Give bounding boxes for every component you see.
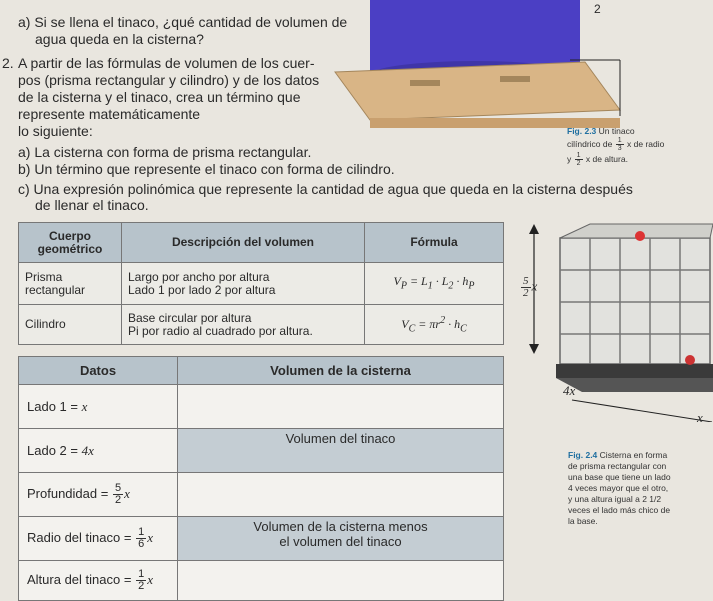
- col-header: Fórmula: [365, 223, 504, 263]
- question-a-top: [18, 14, 347, 31]
- data-table: [18, 356, 504, 601]
- table-cell: Base circular por altura Pi por radio al cuadrado por altura.: [122, 305, 365, 345]
- table-row: [19, 305, 504, 345]
- figure-2-3-caption: Fig. 2.3 Un tinaco cilíndrico de $\frac{1}{3}$ x de radio y $\frac{1}{2}$ x de altura.: [567, 126, 665, 167]
- figure-2-4-caption: Fig. 2.4 Cisterna en forma de prisma rectangular con una base que tiene un lado 4 veces mayor que el otro, y una altura igual a 2 1/2 veces el lado más chico de la base.: [568, 450, 671, 526]
- dimension-width: 4x: [563, 383, 576, 398]
- question-number: 2.: [2, 55, 14, 71]
- table-cell: Largo por ancho por altura Lado 1 por lado 2 por altura: [122, 263, 365, 305]
- col-header: Volumen de la cisterna: [178, 357, 504, 385]
- table-row: [19, 473, 504, 517]
- question-text: Si se llena el tinaco, ¿qué cantidad de volumen de: [34, 14, 348, 30]
- data-row-lado2: Lado 2 = 4x: [19, 429, 178, 473]
- question-label: a): [18, 14, 31, 30]
- col-header: Descripción del volumen: [122, 223, 365, 263]
- col-header: Cuerpo geométrico: [19, 223, 122, 263]
- section-label: Volumen de la cisterna menos el volumen del tinaco: [178, 517, 504, 561]
- answer-cell: [178, 561, 504, 601]
- table-row: [19, 517, 504, 561]
- table-row: [19, 263, 504, 305]
- section-label: Volumen del tinaco: [178, 429, 504, 473]
- answer-cell: [178, 473, 504, 517]
- table-cell: Prisma rectangular: [19, 263, 122, 305]
- col-header: Datos: [19, 357, 178, 385]
- table-row: [19, 385, 504, 429]
- table-row: [19, 429, 504, 473]
- item-c-line2: de llenar el tinaco.: [35, 197, 149, 213]
- dimension-depth: x: [697, 410, 703, 425]
- item-b: b) Un término que represente el tinaco con forma de cilindro.: [18, 161, 395, 177]
- tinaco-illustration: [330, 0, 650, 130]
- data-row-radio: Radio del tinaco = $\frac{1}{6}$ x: [19, 517, 178, 561]
- question-text-line2: agua queda en la cisterna?: [35, 31, 204, 47]
- answer-cell: [178, 385, 504, 429]
- data-row-lado1: Lado 1 = x: [19, 385, 178, 429]
- dimension-height: $\frac{5}{2}$ x: [523, 275, 538, 299]
- item-c: c) Una expresión polinómica que represente la cantidad de agua que queda en la cisterna después: [18, 181, 633, 197]
- formula-table: [18, 222, 504, 345]
- data-row-altura: Altura del tinaco = $\frac{1}{2}$ x: [19, 561, 178, 601]
- question-2-text: A partir de las fórmulas de volumen de los cuer- pos (prisma rectangular y cilindro) y de los datos de la cisterna y el tinaco, crea un término que represente matemáticamente lo siguiente:: [18, 55, 320, 139]
- formula-cell: $V_C = \pi r^2 \cdot h_C$: [365, 305, 504, 345]
- table-row: [19, 561, 504, 601]
- page-number: 2: [594, 2, 601, 16]
- data-row-profundidad: Profundidad = $\frac{5}{2}$ x: [19, 473, 178, 517]
- cap-icon: [635, 231, 645, 241]
- formula-cell: $V_P = L_1 \cdot L_2 \cdot h_P$: [365, 263, 504, 305]
- cisterna-illustration: [512, 222, 713, 422]
- table-cell: Cilindro: [19, 305, 122, 345]
- pallet-top: [335, 62, 620, 120]
- item-a: a) La cisterna con forma de prisma rectangular.: [18, 144, 312, 160]
